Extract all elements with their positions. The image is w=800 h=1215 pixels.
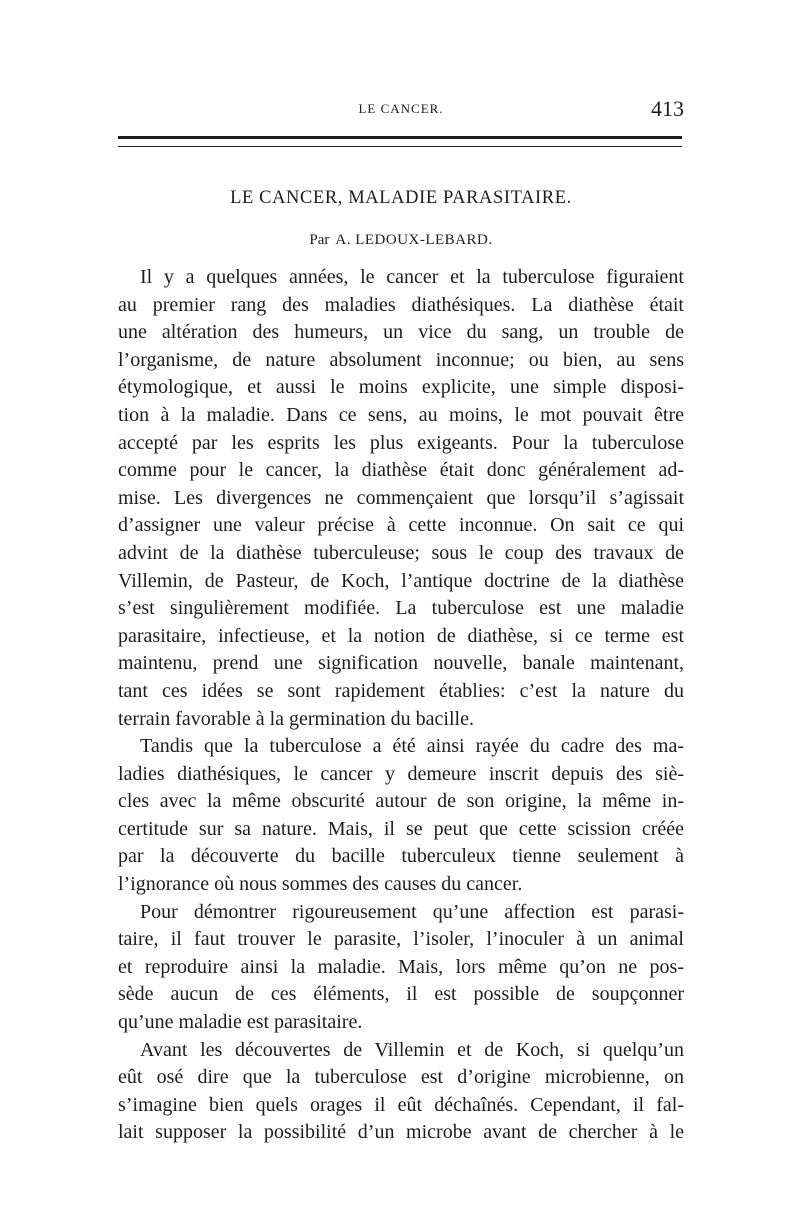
header-rule-thin <box>118 146 682 147</box>
body-text-line: Avant les découvertes de Villemin et de Koch, si quelqu’un <box>140 1038 684 1061</box>
page-number: 413 <box>651 96 684 121</box>
body-text-line: s’imagine bien quels orages il eût déchaînés. Cependant, il fal- <box>118 1093 684 1116</box>
body-text-line: sède aucun de ces éléments, il est possible de soupçonner <box>118 983 684 1006</box>
body-text-line: l’ignorance où nous sommes des causes du cancer. <box>118 873 523 896</box>
body-text-line: qu’une maladie est parasitaire. <box>118 1011 363 1034</box>
body-text-line: tion à la maladie. Dans ce sens, au moins, le mot pouvait être <box>118 403 684 426</box>
body-text-line: lait supposer la possibilité d’un microbe avant de chercher à le <box>118 1121 684 1144</box>
body-text-line: d’assigner une valeur précise à cette inconnue. On sait ce qui <box>118 514 684 537</box>
body-text-line: une altération des humeurs, un vice du sang, un trouble de <box>118 321 684 344</box>
body-text-line: Tandis que la tuberculose a été ainsi rayée du cadre des ma- <box>140 735 684 758</box>
body-text-line: certitude sur sa nature. Mais, il se peut que cette scission créée <box>118 817 684 840</box>
body-text-line: par la découverte du bacille tuberculeux tienne seulement à <box>118 845 684 868</box>
body-text-line: cles avec la même obscurité autour de son origine, la même in- <box>118 790 684 813</box>
byline-prefix: Par <box>309 232 330 248</box>
body-text-line: eût osé dire que la tuberculose est d’origine microbienne, on <box>118 1066 684 1089</box>
body-text-line: comme pour le cancer, la diathèse était donc généralement ad- <box>118 459 684 482</box>
body-text-line: étymologique, et aussi le moins explicite, une simple disposi- <box>118 376 684 399</box>
body-text-line: l’organisme, de nature absolument inconnue; ou bien, au sens <box>118 348 684 371</box>
body-text-line: mise. Les divergences ne commençaient que lorsqu’il s’agissait <box>118 486 684 509</box>
body-text-line: taire, il faut trouver le parasite, l’isoler, l’inoculer à un animal <box>118 928 684 951</box>
running-head <box>118 98 684 122</box>
byline <box>118 228 684 252</box>
body-text-line: ladies diathésiques, le cancer y demeure inscrit depuis des siè- <box>118 762 684 785</box>
body-text-line: Il y a quelques années, le cancer et la tuberculose figuraient <box>140 266 684 288</box>
article-body <box>118 264 684 1147</box>
header-rule-thick <box>118 136 682 139</box>
running-title: LE CANCER. <box>358 101 444 116</box>
body-text-line: advint de la diathèse tuberculeuse; sous le coup des travaux de <box>118 541 684 564</box>
body-text-line: Pour démontrer rigoureusement qu’une affection est parasi- <box>140 900 684 923</box>
body-text-line: Villemin, de Pasteur, de Koch, l’antique doctrine de la diathèse <box>118 569 684 592</box>
author-name: A. LEDOUX-LEBARD. <box>335 232 493 248</box>
body-text-line: terrain favorable à la germination du bacille. <box>118 707 474 730</box>
body-text-line: maintenu, prend une signification nouvelle, banale maintenant, <box>118 652 684 675</box>
body-text-line: s’est singulièrement modifiée. La tuberculose est une maladie <box>118 597 684 620</box>
body-text-line: et reproduire ainsi la maladie. Mais, lors même qu’on ne pos- <box>118 955 684 978</box>
body-text-line: tant ces idées se sont rapidement établies: c’est la nature du <box>118 679 684 702</box>
body-text-line: parasitaire, infectieuse, et la notion de diathèse, si ce terme est <box>118 624 684 647</box>
body-text-line: au premier rang des maladies diathésiques. La diathèse était <box>118 293 684 316</box>
article-title: LE CANCER, MALADIE PARASITAIRE. <box>230 188 572 208</box>
body-text-line: accepté par les esprits les plus exigeants. Pour la tuberculose <box>118 431 684 454</box>
